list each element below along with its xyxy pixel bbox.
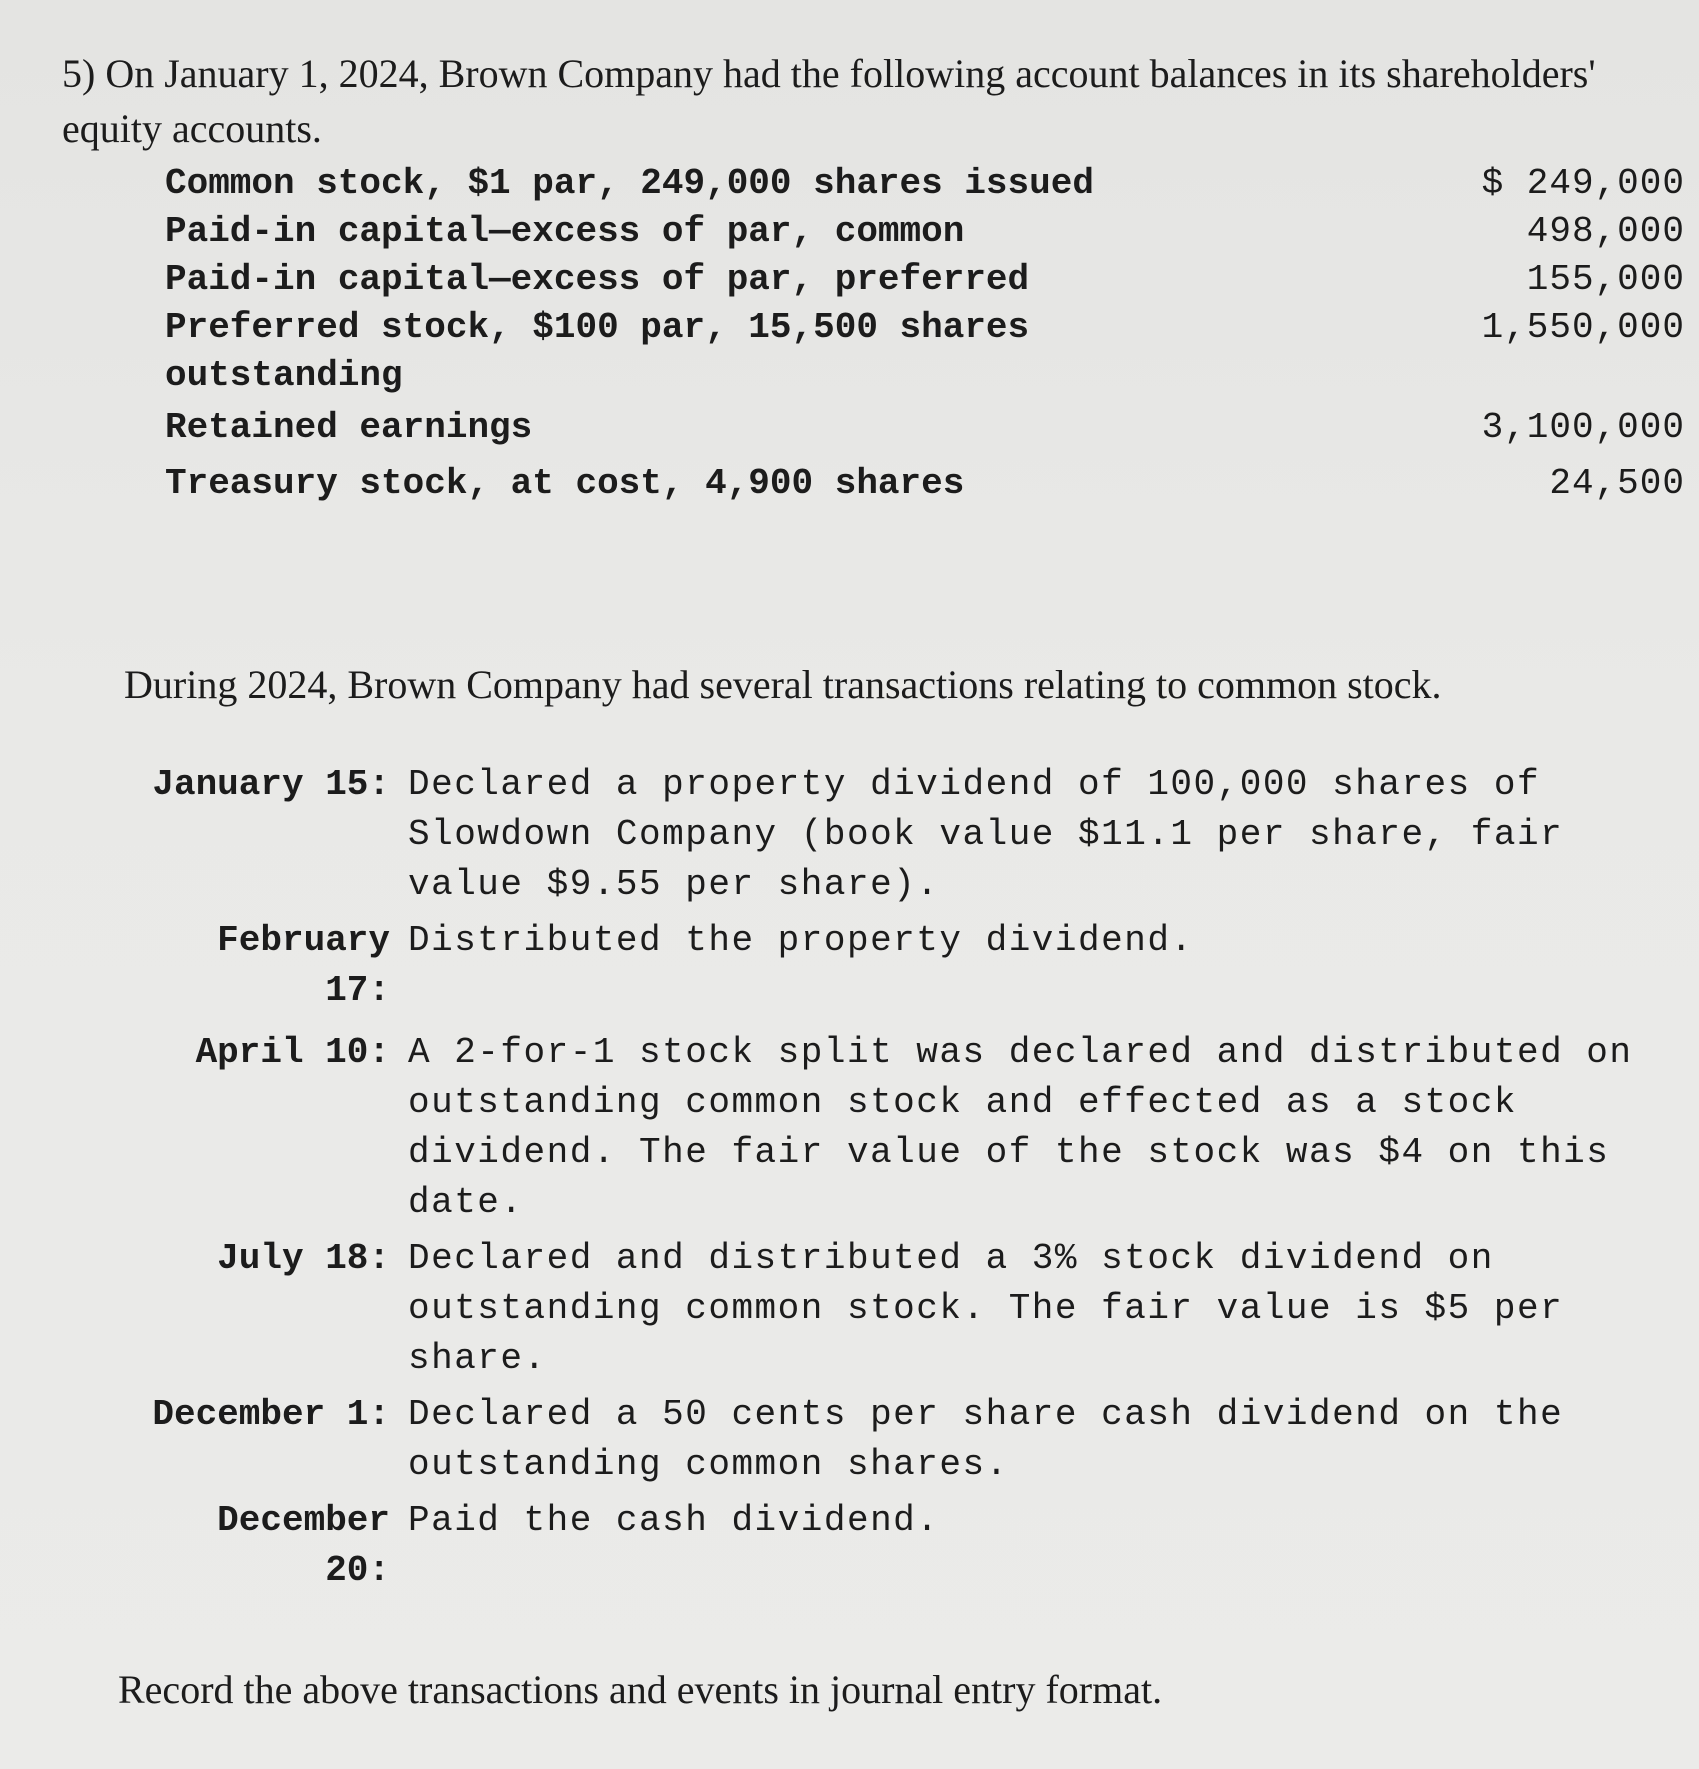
balance-row-retained-earnings [165,404,1685,452]
transaction-date: January 15: [152,764,390,805]
balance-amount: 24,500 [1549,463,1685,504]
balance-label: Retained earnings [165,407,533,448]
transaction-row [120,1390,1680,1490]
balance-label: Preferred stock, $100 par, 15,500 shares outstanding [165,307,1030,396]
balance-amount: 1,550,000 [1481,307,1685,348]
transaction-description: Declared a property dividend of 100,000 shares of Slowdown Company (book value $11.1 per share, fair value $9.55 per share). [408,764,1564,905]
balance-row-treasury-stock [165,460,1685,508]
transactions-list [120,760,1680,1596]
balance-row-pic-common [165,208,1685,256]
transaction-description: Paid the cash dividend. [408,1500,940,1541]
balance-amount: $ 249,000 [1481,163,1685,204]
transaction-row [120,1234,1680,1384]
transactions-intro: During 2024, Brown Company had several transactions relating to common stock. [124,662,1442,707]
balance-label: Paid-in capital—excess of par, preferred [165,259,1030,300]
account-balances-table [165,160,1685,508]
transaction-description: Declared a 50 cents per share cash dividend on the outstanding common shares. [408,1394,1564,1485]
transaction-date: April 10: [195,1032,390,1073]
balance-amount: 155,000 [1526,259,1685,300]
transaction-date: December 1: [152,1394,390,1435]
transaction-description: Declared and distributed a 3% stock dividend on outstanding common stock. The fair value is $5 per share. [408,1238,1564,1379]
problem-intro: 5) On January 1, 2024, Brown Company had the following account balances in its shareholders' equity accounts. [62,51,1596,151]
transaction-row [120,760,1680,910]
balance-label: Paid-in capital—excess of par, common [165,211,965,252]
transaction-row [120,1496,1680,1596]
transaction-description: A 2-for-1 stock split was declared and distributed on outstanding common stock and effected as a stock dividend. The fair value of the stock was $4 on this date. [408,1032,1633,1223]
balance-row-preferred-stock [165,304,1685,400]
transaction-row [120,1028,1680,1228]
balance-row-common-stock [165,160,1685,208]
balance-label: Treasury stock, at cost, 4,900 shares [165,463,965,504]
instruction: Record the above transactions and events in journal entry format. [118,1667,1163,1712]
transaction-date: December 20: [217,1500,390,1591]
balance-amount: 3,100,000 [1481,407,1685,448]
balance-row-pic-preferred [165,256,1685,304]
transaction-row [120,916,1680,1016]
transaction-date: July 18: [217,1238,390,1279]
transaction-date: February 17: [217,920,390,1011]
balance-label: Common stock, $1 par, 249,000 shares issued [165,163,1094,204]
balance-amount: 498,000 [1526,211,1685,252]
transaction-description: Distributed the property dividend. [408,920,1194,961]
